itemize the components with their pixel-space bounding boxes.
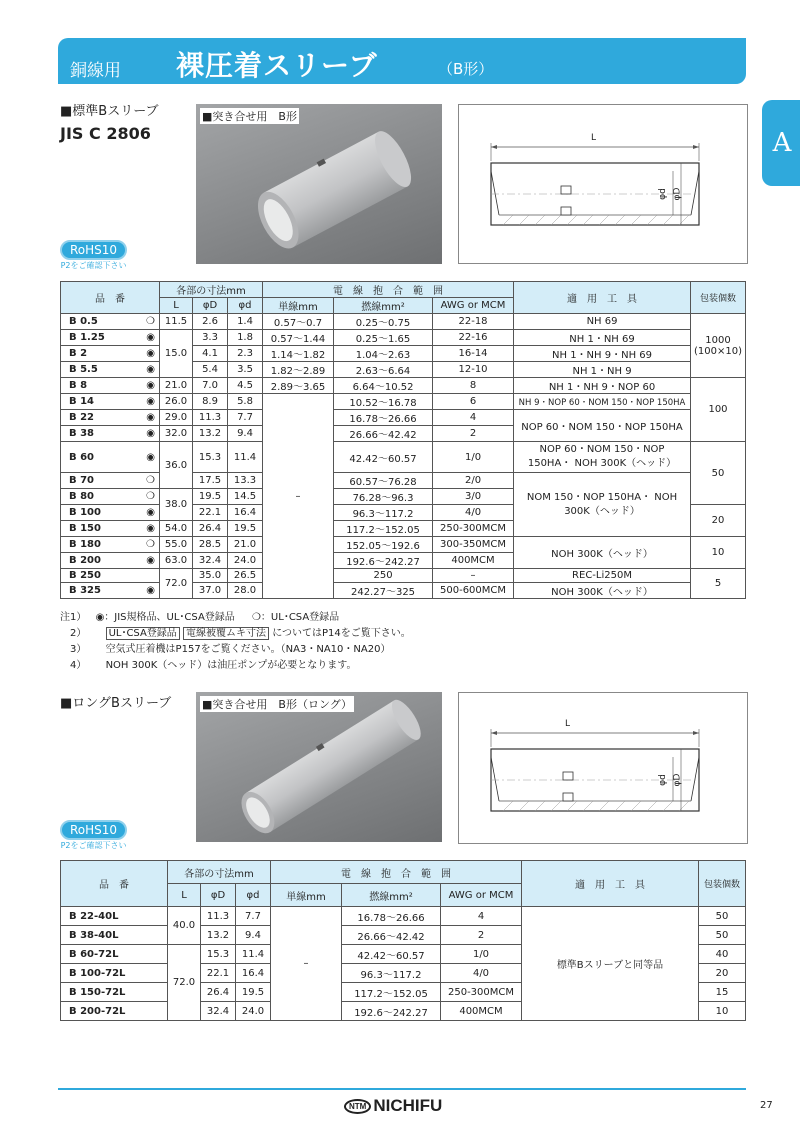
page-title: 裸圧着スリーブ — [176, 49, 378, 82]
awg: 250-300MCM — [433, 521, 514, 537]
dim-label-l: L — [591, 133, 597, 143]
single-range: 0.57〜1.44 — [263, 330, 334, 346]
dim-L: 38.0 — [160, 489, 193, 521]
strand-range: 192.6〜242.27 — [334, 553, 433, 569]
awg: 22-18 — [433, 314, 514, 330]
dim-d: 7.7 — [236, 907, 271, 926]
note-3-text: 空気式圧着機はP157をご覧ください。（NA3・NA10・NA20） — [105, 644, 391, 655]
part-number: B 150 — [61, 521, 133, 537]
dim-d: 19.5 — [236, 983, 271, 1002]
part-number: B 325 — [61, 583, 133, 599]
long-dim-label-phid: φd — [657, 774, 668, 786]
tool: NH 9・NOP 60・NOM 150・NOP 150HA — [514, 394, 691, 410]
dim-d: 4.5 — [228, 378, 263, 394]
dim-L: 32.0 — [160, 426, 193, 442]
tool: NOH 300K（ヘッド） — [514, 583, 691, 599]
long-rohs-badge — [60, 820, 127, 851]
dim-D: 26.4 — [201, 983, 236, 1002]
dim-D: 13.2 — [201, 926, 236, 945]
dim-d: 26.5 — [228, 569, 263, 583]
strand-range: 26.66〜42.42 — [342, 926, 441, 945]
awg: 2 — [441, 926, 522, 945]
awg: – — [433, 569, 514, 583]
awg: 3/0 — [433, 489, 514, 505]
cert-mark — [132, 569, 160, 583]
strand-range: 96.3〜117.2 — [334, 505, 433, 521]
section2-heading: ■ロングBスリーブ — [60, 696, 172, 711]
single-range: – — [271, 907, 342, 1021]
part-number: B 60 — [61, 442, 133, 473]
pack-qty: 50 — [699, 907, 746, 926]
dim-D: 2.6 — [193, 314, 228, 330]
strand-range: 60.57〜76.28 — [334, 473, 433, 489]
part-number: B 200 — [61, 553, 133, 569]
tool: NH 1・NH 9・NH 69 — [514, 346, 691, 362]
long-product-photo — [196, 692, 442, 842]
notes — [60, 610, 746, 674]
tool: NOH 300K（ヘッド） — [514, 537, 691, 569]
dim-L: 55.0 — [160, 537, 193, 553]
cert-mark: ◉ — [132, 362, 160, 378]
pack-qty: 15 — [699, 983, 746, 1002]
single-range: – — [263, 394, 334, 599]
note-1-a: ◉：JIS規格品、UL･CSA登録品 — [95, 612, 235, 623]
dim-d: 5.8 — [228, 394, 263, 410]
dim-L: 72.0 — [160, 569, 193, 599]
pack-qty: 10 — [699, 1002, 746, 1021]
th-range: 電 線 抱 合 範 囲 — [271, 861, 522, 884]
part-number: B 0.5 — [61, 314, 133, 330]
note-1-b: ❍：UL･CSA登録品 — [251, 612, 340, 623]
table-row — [61, 410, 746, 426]
dim-D: 17.5 — [193, 473, 228, 489]
part-number: B 5.5 — [61, 362, 133, 378]
strand-range: 117.2〜152.05 — [334, 521, 433, 537]
strand-range: 242.27〜325 — [334, 583, 433, 599]
part-number: B 38 — [61, 426, 133, 442]
cert-mark: ❍ — [132, 537, 160, 553]
dim-D: 11.3 — [193, 410, 228, 426]
dim-d: 24.0 — [228, 553, 263, 569]
note-1 — [60, 610, 746, 626]
part-number: B 100-72L — [61, 964, 168, 983]
logo-mark: NTM — [344, 1099, 371, 1114]
pack-qty: 50 — [691, 442, 746, 505]
dim-label-phiD: φD — [672, 187, 683, 201]
dim-d: 24.0 — [236, 1002, 271, 1021]
rohs-label: RoHS10 — [60, 240, 127, 260]
strand-range: 26.66〜42.42 — [334, 426, 433, 442]
th-L: L — [160, 298, 193, 314]
part-number: B 22 — [61, 410, 133, 426]
part-number: B 14 — [61, 394, 133, 410]
cert-mark: ◉ — [132, 553, 160, 569]
strand-range: 16.78〜26.66 — [342, 907, 441, 926]
page-number: 27 — [760, 1100, 773, 1111]
awg: 22-16 — [433, 330, 514, 346]
dim-L: 40.0 — [168, 907, 201, 945]
pack-qty: 40 — [699, 945, 746, 964]
jis-standard: JIS C 2806 — [60, 124, 151, 143]
dim-d: 3.5 — [228, 362, 263, 378]
dim-L: 72.0 — [168, 945, 201, 1021]
dim-L: 63.0 — [160, 553, 193, 569]
dimension-drawing — [458, 104, 748, 264]
company-logo — [344, 1096, 442, 1116]
dim-D: 7.0 — [193, 378, 228, 394]
cert-mark: ◉ — [132, 426, 160, 442]
strand-range: 0.25〜0.75 — [334, 314, 433, 330]
long-dim-label-phiD: φD — [672, 773, 683, 787]
dim-D: 32.4 — [193, 553, 228, 569]
cert-mark: ◉ — [132, 330, 160, 346]
awg: 6 — [433, 394, 514, 410]
note-2-box-2: 電線被覆ムキ寸法 — [183, 627, 269, 640]
dim-d: 1.8 — [228, 330, 263, 346]
part-number: B 200-72L — [61, 1002, 168, 1021]
dim-L: 26.0 — [160, 394, 193, 410]
cert-mark: ◉ — [132, 378, 160, 394]
long-sleeve-table — [60, 860, 746, 1021]
tool: NH 1・NH 9・NOP 60 — [514, 378, 691, 394]
dim-d: 14.5 — [228, 489, 263, 505]
th-D: φD — [201, 884, 236, 907]
strand-range: 42.42〜60.57 — [342, 945, 441, 964]
note-4-label: 4） — [70, 660, 87, 671]
note-2 — [60, 626, 746, 642]
th-d: φd — [236, 884, 271, 907]
strand-range: 6.64〜10.52 — [334, 378, 433, 394]
long-dimension-drawing — [458, 692, 748, 844]
awg: 400MCM — [433, 553, 514, 569]
part-number: B 8 — [61, 378, 133, 394]
pack-qty: 50 — [699, 926, 746, 945]
long-sleeve-dimension-diagram — [459, 693, 747, 843]
cert-mark: ◉ — [132, 346, 160, 362]
dim-d: 28.0 — [228, 583, 263, 599]
dim-d: 19.5 — [228, 521, 263, 537]
awg: 1/0 — [441, 945, 522, 964]
part-number: B 100 — [61, 505, 133, 521]
dim-D: 3.3 — [193, 330, 228, 346]
strand-range: 117.2〜152.05 — [342, 983, 441, 1002]
part-number: B 250 — [61, 569, 133, 583]
cert-mark: ◉ — [132, 521, 160, 537]
standard-sleeve-table — [60, 281, 746, 599]
header-bar — [58, 38, 746, 84]
dim-d: 11.4 — [236, 945, 271, 964]
strand-range: 0.25〜1.65 — [334, 330, 433, 346]
strand-range: 1.04〜2.63 — [334, 346, 433, 362]
table-row — [61, 442, 746, 473]
strand-range: 192.6〜242.27 — [342, 1002, 441, 1021]
dim-L: 11.5 — [160, 314, 193, 330]
strand-range: 10.52〜16.78 — [334, 394, 433, 410]
th-single: 単線mm — [263, 298, 334, 314]
part-number: B 70 — [61, 473, 133, 489]
strand-range: 2.63〜6.64 — [334, 362, 433, 378]
long-rohs-note: P2をご確認下さい — [60, 841, 127, 850]
dim-d: 11.4 — [228, 442, 263, 473]
dim-D: 8.9 — [193, 394, 228, 410]
dim-d: 9.4 — [228, 426, 263, 442]
long-dim-label-l: L — [565, 719, 571, 729]
part-number: B 22-40L — [61, 907, 168, 926]
strand-range: 96.3〜117.2 — [342, 964, 441, 983]
single-range: 1.82〜2.89 — [263, 362, 334, 378]
th-part: 品 番 — [61, 861, 168, 907]
awg: 16-14 — [433, 346, 514, 362]
awg: 1/0 — [433, 442, 514, 473]
awg: 2 — [433, 426, 514, 442]
th-dims: 各部の寸法mm — [160, 282, 263, 298]
dim-D: 19.5 — [193, 489, 228, 505]
awg: 8 — [433, 378, 514, 394]
pack-qty: 20 — [699, 964, 746, 983]
single-range: 2.89〜3.65 — [263, 378, 334, 394]
dim-D: 13.2 — [193, 426, 228, 442]
table-row — [61, 330, 746, 346]
table-row — [61, 394, 746, 410]
table-row — [61, 569, 746, 583]
th-awg: AWG or MCM — [441, 884, 522, 907]
dim-D: 15.3 — [201, 945, 236, 964]
note-3-label: 3） — [70, 644, 87, 655]
tool: NOP 60・NOM 150・NOP 150HA — [514, 410, 691, 442]
awg: 2/0 — [433, 473, 514, 489]
awg: 4/0 — [441, 964, 522, 983]
th-d: φd — [228, 298, 263, 314]
awg: 300-350MCM — [433, 537, 514, 553]
cert-mark: ◉ — [132, 410, 160, 426]
th-strand: 撚線mm² — [342, 884, 441, 907]
th-part: 品 番 — [61, 282, 160, 314]
dim-D: 11.3 — [201, 907, 236, 926]
photo-caption: ■突き合せ用 B形 — [202, 110, 297, 123]
dim-L: 54.0 — [160, 521, 193, 537]
dim-L: 21.0 — [160, 378, 193, 394]
long-photo-caption: ■突き合せ用 B形（ロング） — [202, 698, 353, 711]
dim-d: 1.4 — [228, 314, 263, 330]
awg: 12-10 — [433, 362, 514, 378]
tool: NH 1・NH 9 — [514, 362, 691, 378]
product-photo — [196, 104, 442, 264]
th-L: L — [168, 884, 201, 907]
note-4-text: NOH 300K（ヘッド）は油圧ポンプが必要となります。 — [105, 660, 357, 671]
dim-D: 32.4 — [201, 1002, 236, 1021]
section1-heading: ■標準Bスリーブ — [60, 104, 159, 119]
awg: 4 — [433, 410, 514, 426]
strand-range: 16.78〜26.66 — [334, 410, 433, 426]
awg: 4 — [441, 907, 522, 926]
strand-range: 152.05〜192.6 — [334, 537, 433, 553]
dim-d: 2.3 — [228, 346, 263, 362]
dim-d: 13.3 — [228, 473, 263, 489]
dim-L: 36.0 — [160, 442, 193, 489]
long-rohs-label: RoHS10 — [60, 820, 127, 840]
section-tab-a[interactable]: A — [762, 100, 800, 186]
rohs-note: P2をご確認下さい — [60, 261, 127, 270]
dim-d: 7.7 — [228, 410, 263, 426]
cert-mark: ❍ — [132, 314, 160, 330]
tool: NOP 60・NOM 150・NOP 150HA・ NOH 300K（ヘッド） — [514, 442, 691, 473]
cert-mark: ◉ — [132, 442, 160, 473]
dim-D: 37.0 — [193, 583, 228, 599]
part-number: B 38-40L — [61, 926, 168, 945]
pack-qty: 100 — [691, 378, 746, 442]
tool: REC-Li250M — [514, 569, 691, 583]
footer-line — [58, 1088, 746, 1090]
sleeve-dimension-diagram — [459, 105, 747, 263]
part-number: B 1.25 — [61, 330, 133, 346]
dim-label-phid: φd — [657, 188, 668, 200]
part-number: B 60-72L — [61, 945, 168, 964]
strand-range: 250 — [334, 569, 433, 583]
dim-L: 15.0 — [160, 330, 193, 378]
long-sleeve-photo-illustration — [196, 692, 442, 842]
note-2-label: 2） — [70, 628, 87, 639]
tool: NOM 150・NOP 150HA・ NOH 300K（ヘッド） — [514, 473, 691, 537]
dim-D: 22.1 — [201, 964, 236, 983]
part-number: B 80 — [61, 489, 133, 505]
dim-D: 15.3 — [193, 442, 228, 473]
cert-mark: ◉ — [132, 394, 160, 410]
th-range: 電 線 抱 合 範 囲 — [263, 282, 514, 298]
dim-D: 4.1 — [193, 346, 228, 362]
dim-D: 28.5 — [193, 537, 228, 553]
cert-mark: ◉ — [132, 583, 160, 599]
single-range: 1.14〜1.82 — [263, 346, 334, 362]
cert-mark: ◉ — [132, 505, 160, 521]
table-row — [61, 314, 746, 330]
single-range: 0.57〜0.7 — [263, 314, 334, 330]
tool: 標準Bスリーブと同等品 — [522, 907, 699, 1021]
dim-L: 29.0 — [160, 410, 193, 426]
tool: NH 69 — [514, 314, 691, 330]
rohs-badge — [60, 240, 127, 271]
tool: NH 1・NH 69 — [514, 330, 691, 346]
th-pack: 包装個数 — [699, 861, 746, 907]
awg: 4/0 — [433, 505, 514, 521]
awg: 500-600MCM — [433, 583, 514, 599]
table-row — [61, 907, 746, 926]
pack-qty: 10 — [691, 537, 746, 569]
part-number: B 180 — [61, 537, 133, 553]
awg: 250-300MCM — [441, 983, 522, 1002]
pack-qty: 5 — [691, 569, 746, 599]
pack-qty: 20 — [691, 505, 746, 537]
header-shape: （B形） — [438, 60, 494, 78]
cert-mark: ❍ — [132, 473, 160, 489]
cert-mark: ❍ — [132, 489, 160, 505]
th-strand: 撚線mm² — [334, 298, 433, 314]
th-awg: AWG or MCM — [433, 298, 514, 314]
part-number: B 150-72L — [61, 983, 168, 1002]
table-row — [61, 378, 746, 394]
note-2-text: についてはP14をご覧下さい。 — [272, 628, 411, 639]
th-tool: 適 用 工 具 — [522, 861, 699, 907]
strand-range: 42.42〜60.57 — [334, 442, 433, 473]
header-subtitle: 銅線用 — [70, 61, 121, 81]
awg: 400MCM — [441, 1002, 522, 1021]
note-4 — [60, 658, 746, 674]
dim-D: 22.1 — [193, 505, 228, 521]
th-D: φD — [193, 298, 228, 314]
sleeve-photo-illustration — [196, 104, 442, 264]
pack-qty: 1000 (100×10) — [691, 314, 746, 378]
strand-range: 76.28〜96.3 — [334, 489, 433, 505]
note-1-label: 注1） — [60, 612, 87, 623]
dim-D: 5.4 — [193, 362, 228, 378]
dim-D: 35.0 — [193, 569, 228, 583]
th-pack: 包装個数 — [691, 282, 746, 314]
th-tool: 適 用 工 具 — [514, 282, 691, 314]
dim-d: 16.4 — [228, 505, 263, 521]
dim-d: 16.4 — [236, 964, 271, 983]
logo-text: NICHIFU — [373, 1096, 443, 1115]
part-number: B 2 — [61, 346, 133, 362]
dim-d: 21.0 — [228, 537, 263, 553]
note-3 — [60, 642, 746, 658]
dim-D: 26.4 — [193, 521, 228, 537]
note-2-box-1: UL･CSA登録品 — [106, 627, 180, 640]
th-single: 単線mm — [271, 884, 342, 907]
table-row — [61, 537, 746, 553]
th-dims: 各部の寸法mm — [168, 861, 271, 884]
dim-d: 9.4 — [236, 926, 271, 945]
